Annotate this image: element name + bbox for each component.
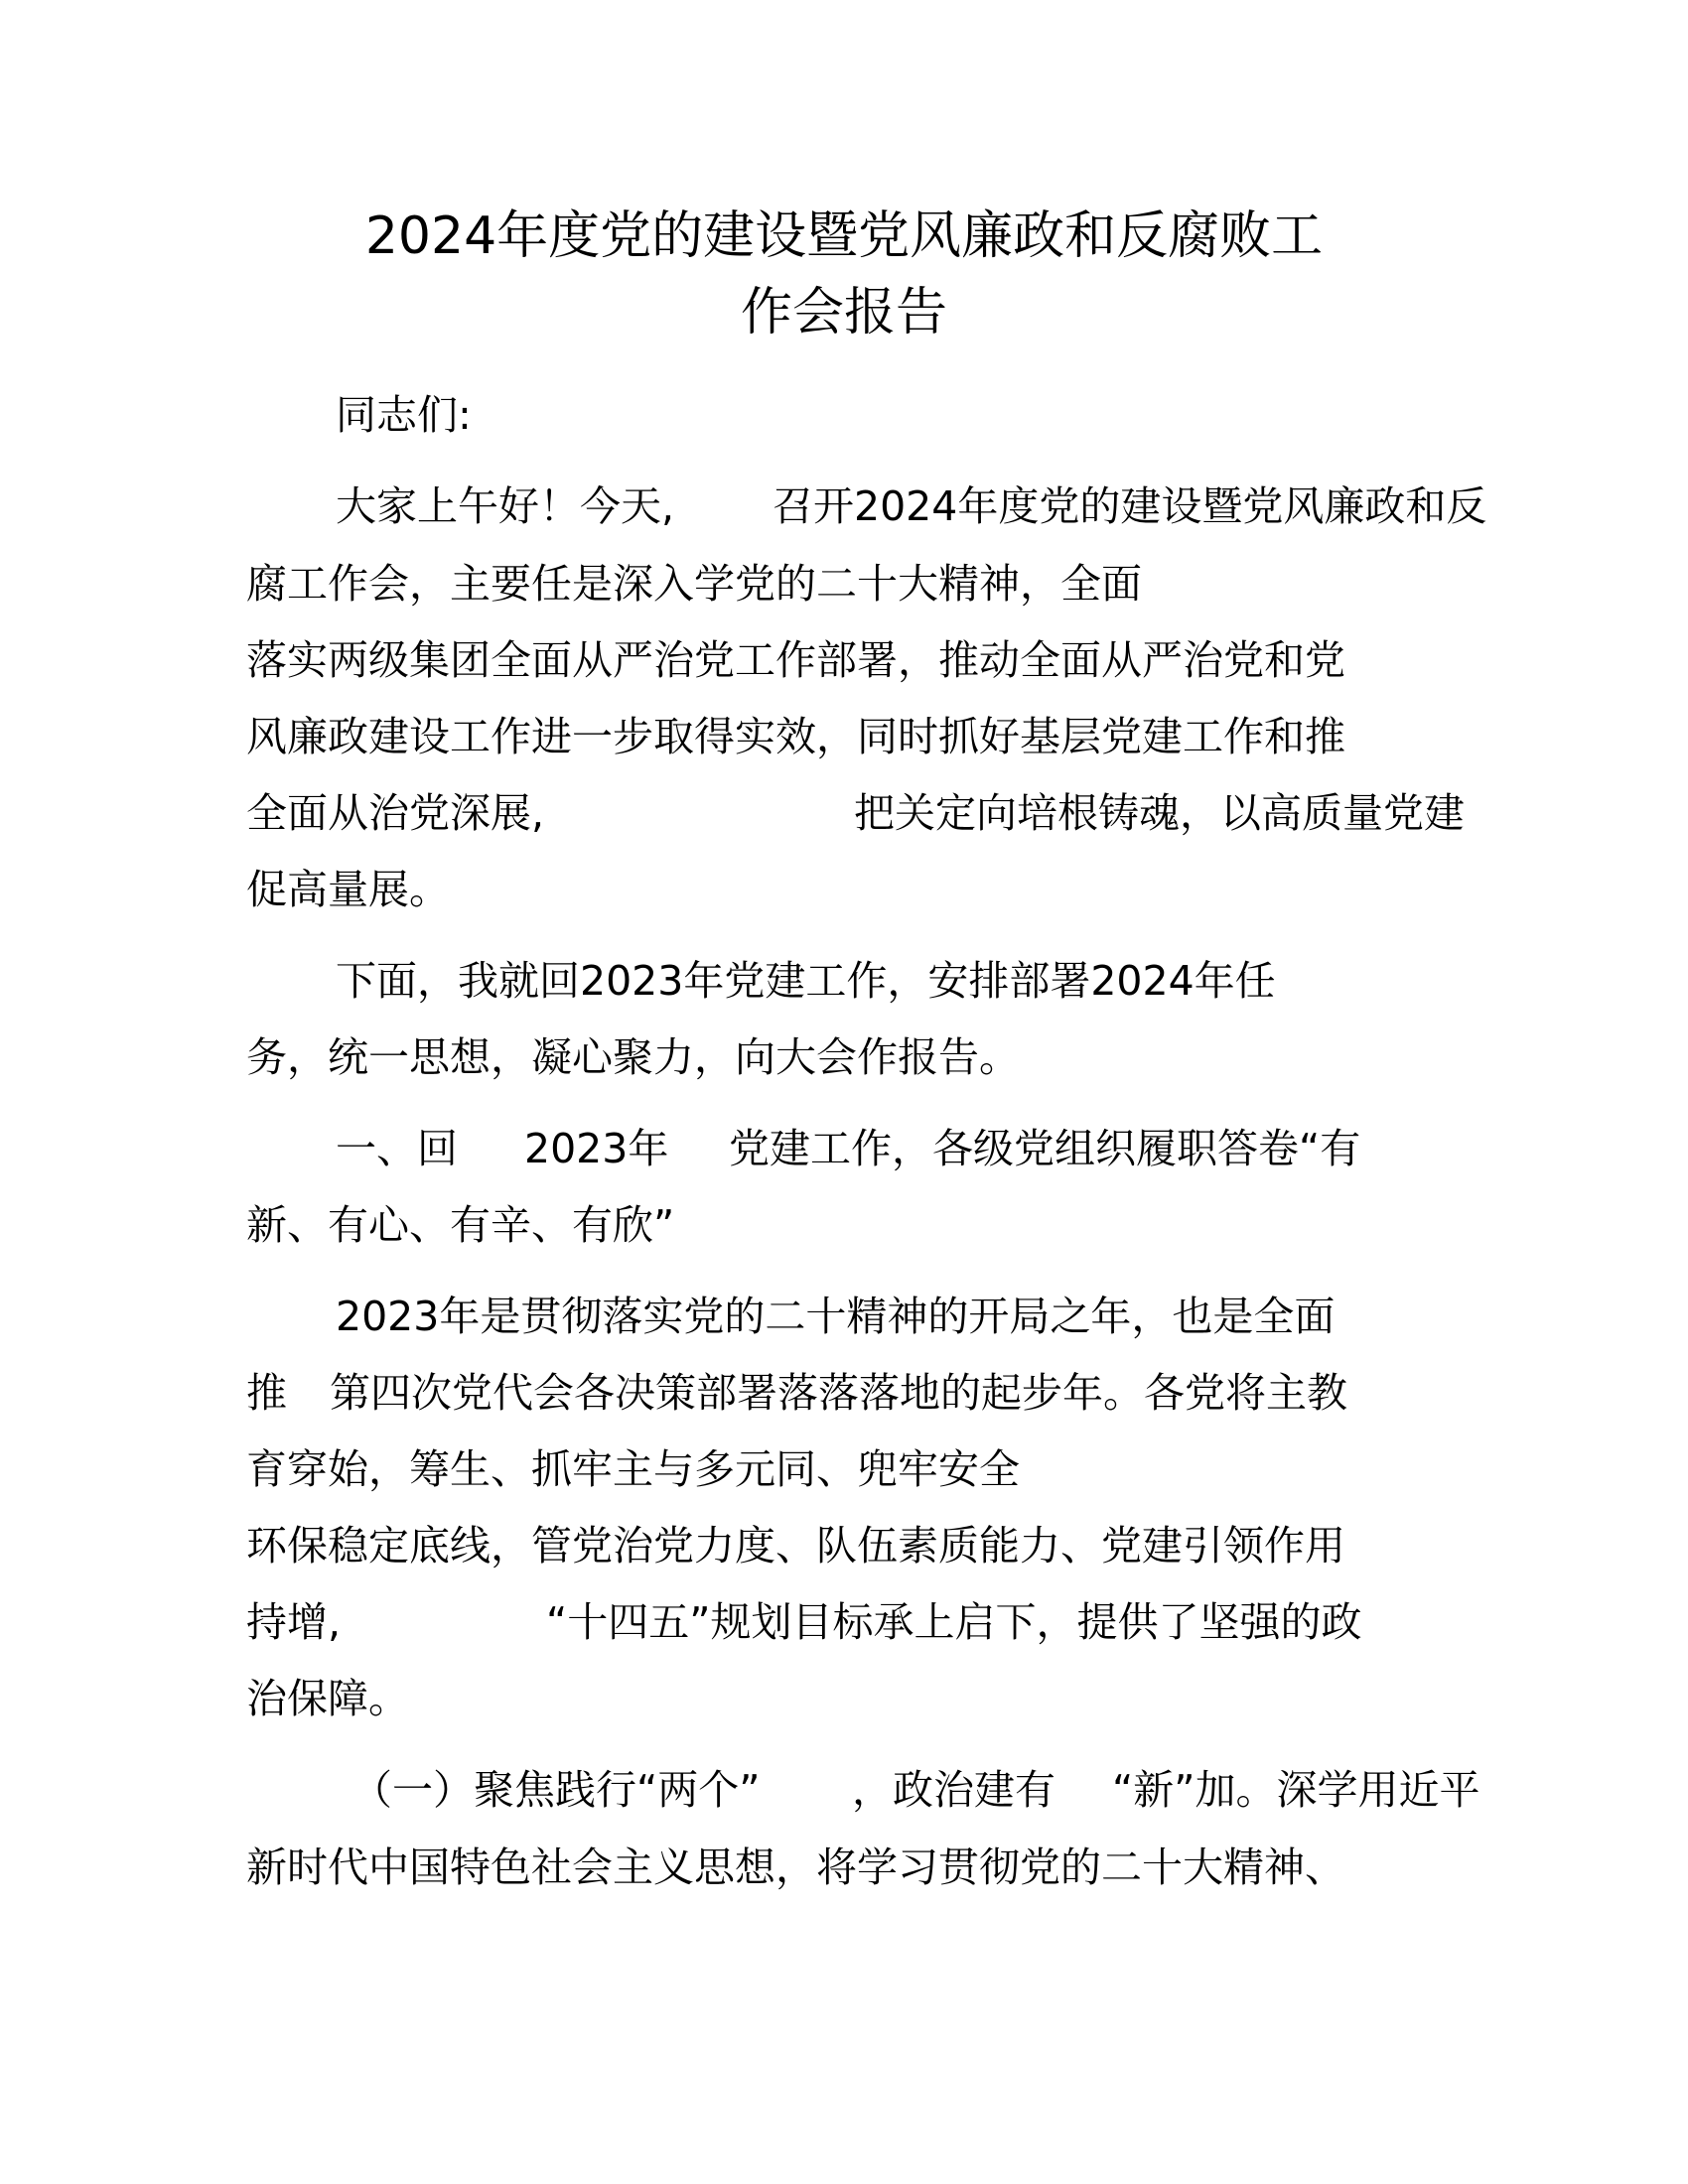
section-1-heading-part-b: 2023年 (524, 1125, 669, 1172)
paragraph-1-line-4: 风廉政建设工作进一步取得实效，同时抓好基层党建工作和推 (246, 713, 1345, 760)
paragraph-3-line-4: 环保稳定底线，管党治党力度、队伍素质能力、党建引领作用 (246, 1522, 1345, 1570)
subsection-1-line-2: 新时代中国特色社会主义思想，将学习贯彻党的二十大精神、 (246, 1843, 1345, 1891)
section-1-heading-part-a: 一、回 (336, 1125, 458, 1172)
document-title-line-1: 2024年度党的建设暨党风廉政和反腐败工 (364, 206, 1324, 266)
document-title-line-2: 作会报告 (740, 283, 947, 342)
salutation: 同志们: (336, 391, 472, 439)
paragraph-1-line-5-part-a: 全面从治党深展, (246, 789, 545, 837)
subsection-1-line-1-part-a: （一）聚焦践行“两个” (352, 1766, 761, 1814)
section-1-heading-line-1 (336, 1121, 1527, 1176)
paragraph-2-line-1: 下面，我就回2023年党建工作，安排部署2024年任 (336, 957, 1276, 1005)
paragraph-3-line-2-part-a: 推 (246, 1369, 287, 1417)
paragraph-3-line-6: 治保障。 (246, 1675, 409, 1722)
paragraph-1-line-5 (246, 785, 1537, 841)
paragraph-3-line-1: 2023年是贯彻落实党的二十精神的开局之年，也是全面 (336, 1293, 1336, 1340)
subsection-1-line-1-part-b: ，政治建有 (852, 1766, 1055, 1814)
subsection-1-line-1-part-c: “新”加。深学用近平 (1112, 1766, 1480, 1814)
section-1-heading-line-2: 新、有心、有辛、有欣” (246, 1201, 675, 1249)
paragraph-2-line-2: 务，统一思想，凝心聚力，向大会作报告。 (246, 1033, 1020, 1081)
paragraph-1-line-3: 落实两级集团全面从严治党工作部署，推动全面从严治党和党 (246, 636, 1345, 684)
paragraph-3-line-5-part-b: “十四五”规划目标承上启下，提供了坚强的政 (546, 1598, 1362, 1646)
paragraph-3-line-3: 育穿始，筹生、抓牢主与多元同、兜牢安全 (246, 1445, 1020, 1493)
paragraph-1-line-1 (336, 478, 1577, 534)
paragraph-1-line-6: 促高量展。 (246, 866, 450, 913)
paragraph-3-line-2-part-b: 第四次党代会各决策部署落落落地的起步年。各党将主教 (330, 1369, 1347, 1417)
paragraph-1-line-2: 腐工作会，主要任是深入学党的二十大精神，全面 (246, 560, 1142, 608)
paragraph-3-line-5-part-a: 持增, (246, 1598, 342, 1646)
subsection-1-line-1 (336, 1762, 1626, 1818)
paragraph-1-line-1-part-a: 大家上午好！今天, (336, 482, 675, 530)
paragraph-1-line-5-part-b: 把关定向培根铸魂，以高质量党建 (854, 789, 1465, 837)
paragraph-1-line-1-part-b: 召开2024年度党的建设暨党风廉政和反 (773, 482, 1487, 530)
section-1-heading-part-c: 党建工作，各级党组织履职答卷“有 (729, 1125, 1361, 1172)
paragraph-3-line-2 (246, 1365, 1537, 1421)
paragraph-3-line-5 (246, 1594, 1537, 1650)
